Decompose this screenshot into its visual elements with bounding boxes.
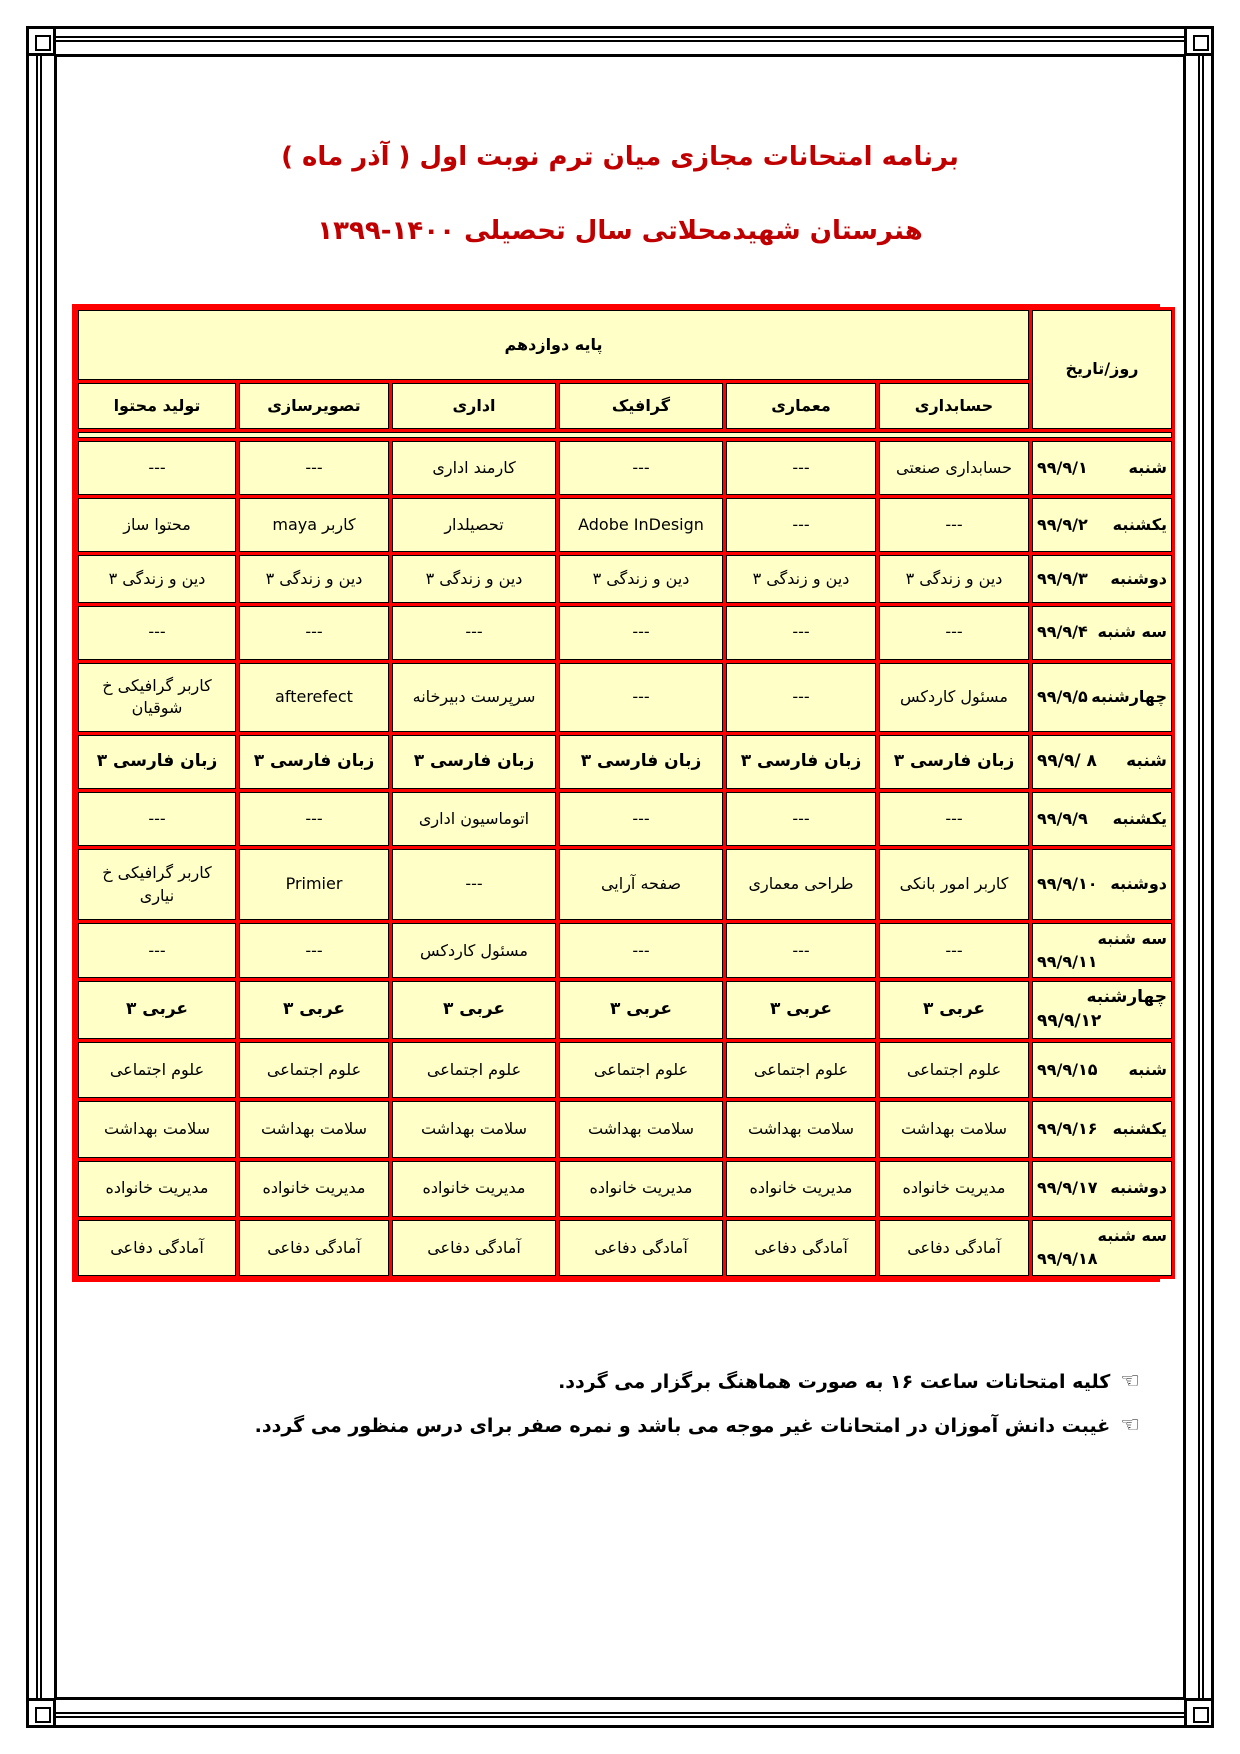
exam-cell: --- [239,923,389,978]
exam-date: ۹۹/۹/۹ [1037,808,1088,828]
exam-cell: دین و زندگی ۳ [879,555,1029,603]
day-date-cell [1032,663,1172,732]
exam-cell: کاربر گرافیکی خ نیاری [78,849,236,920]
exam-cell: آمادگی دفاعی [392,1220,556,1276]
document-title: برنامه امتحانات مجازی میان ترم نوبت اول ( آذر ماه ) [281,142,959,172]
day-name: دوشنبه [1110,874,1167,894]
exam-cell: عربی ۳ [239,981,389,1039]
exam-date: ۹۹/۹/۲ [1037,514,1088,534]
note-item [200,1404,1140,1448]
exam-cell: --- [726,441,876,495]
border-corner-ornament [1184,26,1214,56]
day-date-cell [1032,606,1172,660]
exam-cell: --- [392,606,556,660]
border-corner-ornament [26,26,56,56]
exam-cell: سلامت بهداشت [239,1101,389,1157]
exam-cell: --- [239,606,389,660]
exam-cell: مسئول کاردکس [879,663,1029,732]
exam-cell: --- [559,441,723,495]
day-name: سه شنبه [1097,1226,1167,1246]
exam-date: ۹۹/۹/۱۵ [1037,1060,1098,1080]
exam-cell: --- [726,663,876,732]
exam-cell: سلامت بهداشت [726,1101,876,1157]
pointing-hand-icon: ☜ [1120,1413,1140,1438]
exam-cell: مدیریت خانواده [78,1161,236,1217]
exam-cell: --- [239,792,389,846]
exam-cell: آمادگی دفاعی [78,1220,236,1276]
exam-cell: کارمند اداری [392,441,556,495]
table-row [78,498,1172,552]
exam-cell: --- [879,792,1029,846]
exam-cell: --- [879,498,1029,552]
exam-cell: --- [879,923,1029,978]
table-row [78,981,1172,1039]
exam-cell: --- [726,498,876,552]
exam-cell: مدیریت خانواده [879,1161,1029,1217]
exam-cell: عربی ۳ [559,981,723,1039]
grade-header: پایه دوازدهم [78,310,1029,380]
exam-cell: تحصیلدار [392,498,556,552]
column-header-graphics: گرافیک [559,383,723,429]
table-row [78,1042,1172,1098]
day-date-cell [1032,735,1172,789]
exam-cell: آمادگی دفاعی [879,1220,1029,1276]
table-row [78,1161,1172,1217]
exam-cell: زبان فارسی ۳ [239,735,389,789]
day-name: یکشنبه [1112,1119,1167,1139]
exam-cell: --- [879,606,1029,660]
exam-schedule-table-wrapper [72,304,1167,1282]
exam-cell: --- [78,606,236,660]
table-row [78,1220,1172,1276]
exam-cell: --- [726,606,876,660]
exam-cell: --- [559,792,723,846]
exam-cell: علوم اجتماعی [239,1042,389,1098]
exam-schedule-table [75,307,1175,1279]
exam-date: ۹۹/۹/۵ [1037,687,1088,707]
exam-cell: سلامت بهداشت [559,1101,723,1157]
exam-cell: آمادگی دفاعی [726,1220,876,1276]
exam-cell: حسابداری صنعتی [879,441,1029,495]
exam-cell: سلامت بهداشت [879,1101,1029,1157]
exam-cell: کاربر maya [239,498,389,552]
exam-cell: عربی ۳ [392,981,556,1039]
day-date-cell [1032,1042,1172,1098]
day-date-cell [1032,555,1172,603]
exam-date: ۹۹/۹/۱۸ [1037,1248,1098,1268]
exam-date: ۹۹/۹/۳ [1037,568,1088,588]
notes-section [200,1360,1140,1448]
exam-cell: دین و زندگی ۳ [726,555,876,603]
day-name: شنبه [1128,1060,1167,1080]
table-row [78,1101,1172,1157]
exam-date: ۹۹/۹/۱۱ [1037,951,1098,971]
exam-cell: دین و زندگی ۳ [392,555,556,603]
exam-cell: صفحه آرایی [559,849,723,920]
exam-cell: --- [78,792,236,846]
schedule-body [78,441,1172,1276]
exam-cell: سلامت بهداشت [78,1101,236,1157]
exam-date: ۹۹/۹/ ۸ [1037,751,1097,771]
exam-date: ۹۹/۹/۱۶ [1037,1119,1098,1139]
day-name: چهارشنبه [1091,687,1167,707]
table-row [78,555,1172,603]
day-name: سه شنبه [1097,622,1167,642]
exam-cell: عربی ۳ [879,981,1029,1039]
exam-date: ۹۹/۹/۱ [1037,457,1088,477]
exam-cell: علوم اجتماعی [726,1042,876,1098]
exam-cell: --- [559,923,723,978]
exam-cell: مسئول کاردکس [392,923,556,978]
pointing-hand-icon: ☜ [1120,1369,1140,1394]
column-header-accounting: حسابداری [879,383,1029,429]
exam-cell: مدیریت خانواده [726,1161,876,1217]
exam-cell: علوم اجتماعی [392,1042,556,1098]
day-name: دوشنبه [1110,1178,1167,1198]
exam-cell: طراحی معماری [726,849,876,920]
exam-cell: --- [726,792,876,846]
day-name: یکشنبه [1112,514,1167,534]
exam-cell: --- [559,663,723,732]
table-row [78,792,1172,846]
exam-cell: آمادگی دفاعی [559,1220,723,1276]
day-date-cell [1032,849,1172,920]
exam-date: ۹۹/۹/۴ [1037,622,1088,642]
day-date-cell [1032,1220,1172,1276]
day-name: چهارشنبه [1086,987,1167,1008]
exam-cell: محتوا ساز [78,498,236,552]
note-item [200,1360,1140,1404]
exam-cell: زبان فارسی ۳ [559,735,723,789]
exam-cell: Adobe InDesign [559,498,723,552]
day-name: دوشنبه [1110,568,1167,588]
day-date-header: روز/تاریخ [1032,310,1172,429]
exam-cell: زبان فارسی ۳ [392,735,556,789]
exam-date: ۹۹/۹/۱۰ [1037,874,1098,894]
column-header-content-production: تولید محتوا [78,383,236,429]
exam-cell: --- [392,849,556,920]
exam-cell: سلامت بهداشت [392,1101,556,1157]
exam-cell: مدیریت خانواده [559,1161,723,1217]
table-row [78,441,1172,495]
exam-cell: --- [78,923,236,978]
day-date-cell [1032,792,1172,846]
table-row [78,735,1172,789]
exam-cell: --- [726,923,876,978]
table-row [78,923,1172,978]
exam-cell: afterefect [239,663,389,732]
day-date-cell [1032,981,1172,1039]
note-text: کلیه امتحانات ساعت ۱۶ به صورت هماهنگ برگزار می گردد. [558,1371,1111,1393]
note-text: غیبت دانش آموزان در امتحانات غیر موجه می باشد و نمره صفر برای درس منظور می گردد. [254,1415,1111,1437]
exam-cell: --- [78,441,236,495]
exam-cell: عربی ۳ [726,981,876,1039]
exam-date: ۹۹/۹/۱۲ [1037,1011,1102,1032]
exam-cell: دین و زندگی ۳ [78,555,236,603]
border-corner-ornament [1184,1698,1214,1728]
day-name: سه شنبه [1097,929,1167,949]
exam-cell: Primier [239,849,389,920]
school-year-subtitle: هنرستان شهیدمحلاتی سال تحصیلی ۱۴۰۰-۱۳۹۹ [317,216,923,246]
exam-cell: زبان فارسی ۳ [726,735,876,789]
exam-cell: آمادگی دفاعی [239,1220,389,1276]
exam-cell: زبان فارسی ۳ [78,735,236,789]
day-date-cell [1032,923,1172,978]
exam-date: ۹۹/۹/۱۷ [1037,1178,1098,1198]
exam-cell: علوم اجتماعی [559,1042,723,1098]
day-date-cell [1032,441,1172,495]
day-date-cell [1032,1101,1172,1157]
exam-cell: دین و زندگی ۳ [559,555,723,603]
exam-cell: علوم اجتماعی [879,1042,1029,1098]
border-corner-ornament [26,1698,56,1728]
exam-cell: زبان فارسی ۳ [879,735,1029,789]
column-header-illustration: تصویرسازی [239,383,389,429]
exam-cell: مدیریت خانواده [239,1161,389,1217]
column-header-architecture: معماری [726,383,876,429]
table-row [78,663,1172,732]
day-name: یکشنبه [1112,808,1167,828]
exam-cell: کاربر امور بانکی [879,849,1029,920]
column-header-administrative: اداری [392,383,556,429]
exam-cell: عربی ۳ [78,981,236,1039]
exam-cell: مدیریت خانواده [392,1161,556,1217]
table-row [78,606,1172,660]
exam-cell: --- [239,441,389,495]
exam-cell: علوم اجتماعی [78,1042,236,1098]
day-date-cell [1032,1161,1172,1217]
day-date-cell [1032,498,1172,552]
day-name: شنبه [1128,457,1167,477]
table-row [78,849,1172,920]
day-name: شنبه [1126,751,1167,771]
exam-cell: سرپرست دبیرخانه [392,663,556,732]
exam-cell: کاربر گرافیکی خ شوقیان [78,663,236,732]
exam-cell: --- [559,606,723,660]
exam-cell: دین و زندگی ۳ [239,555,389,603]
exam-cell: اتوماسیون اداری [392,792,556,846]
